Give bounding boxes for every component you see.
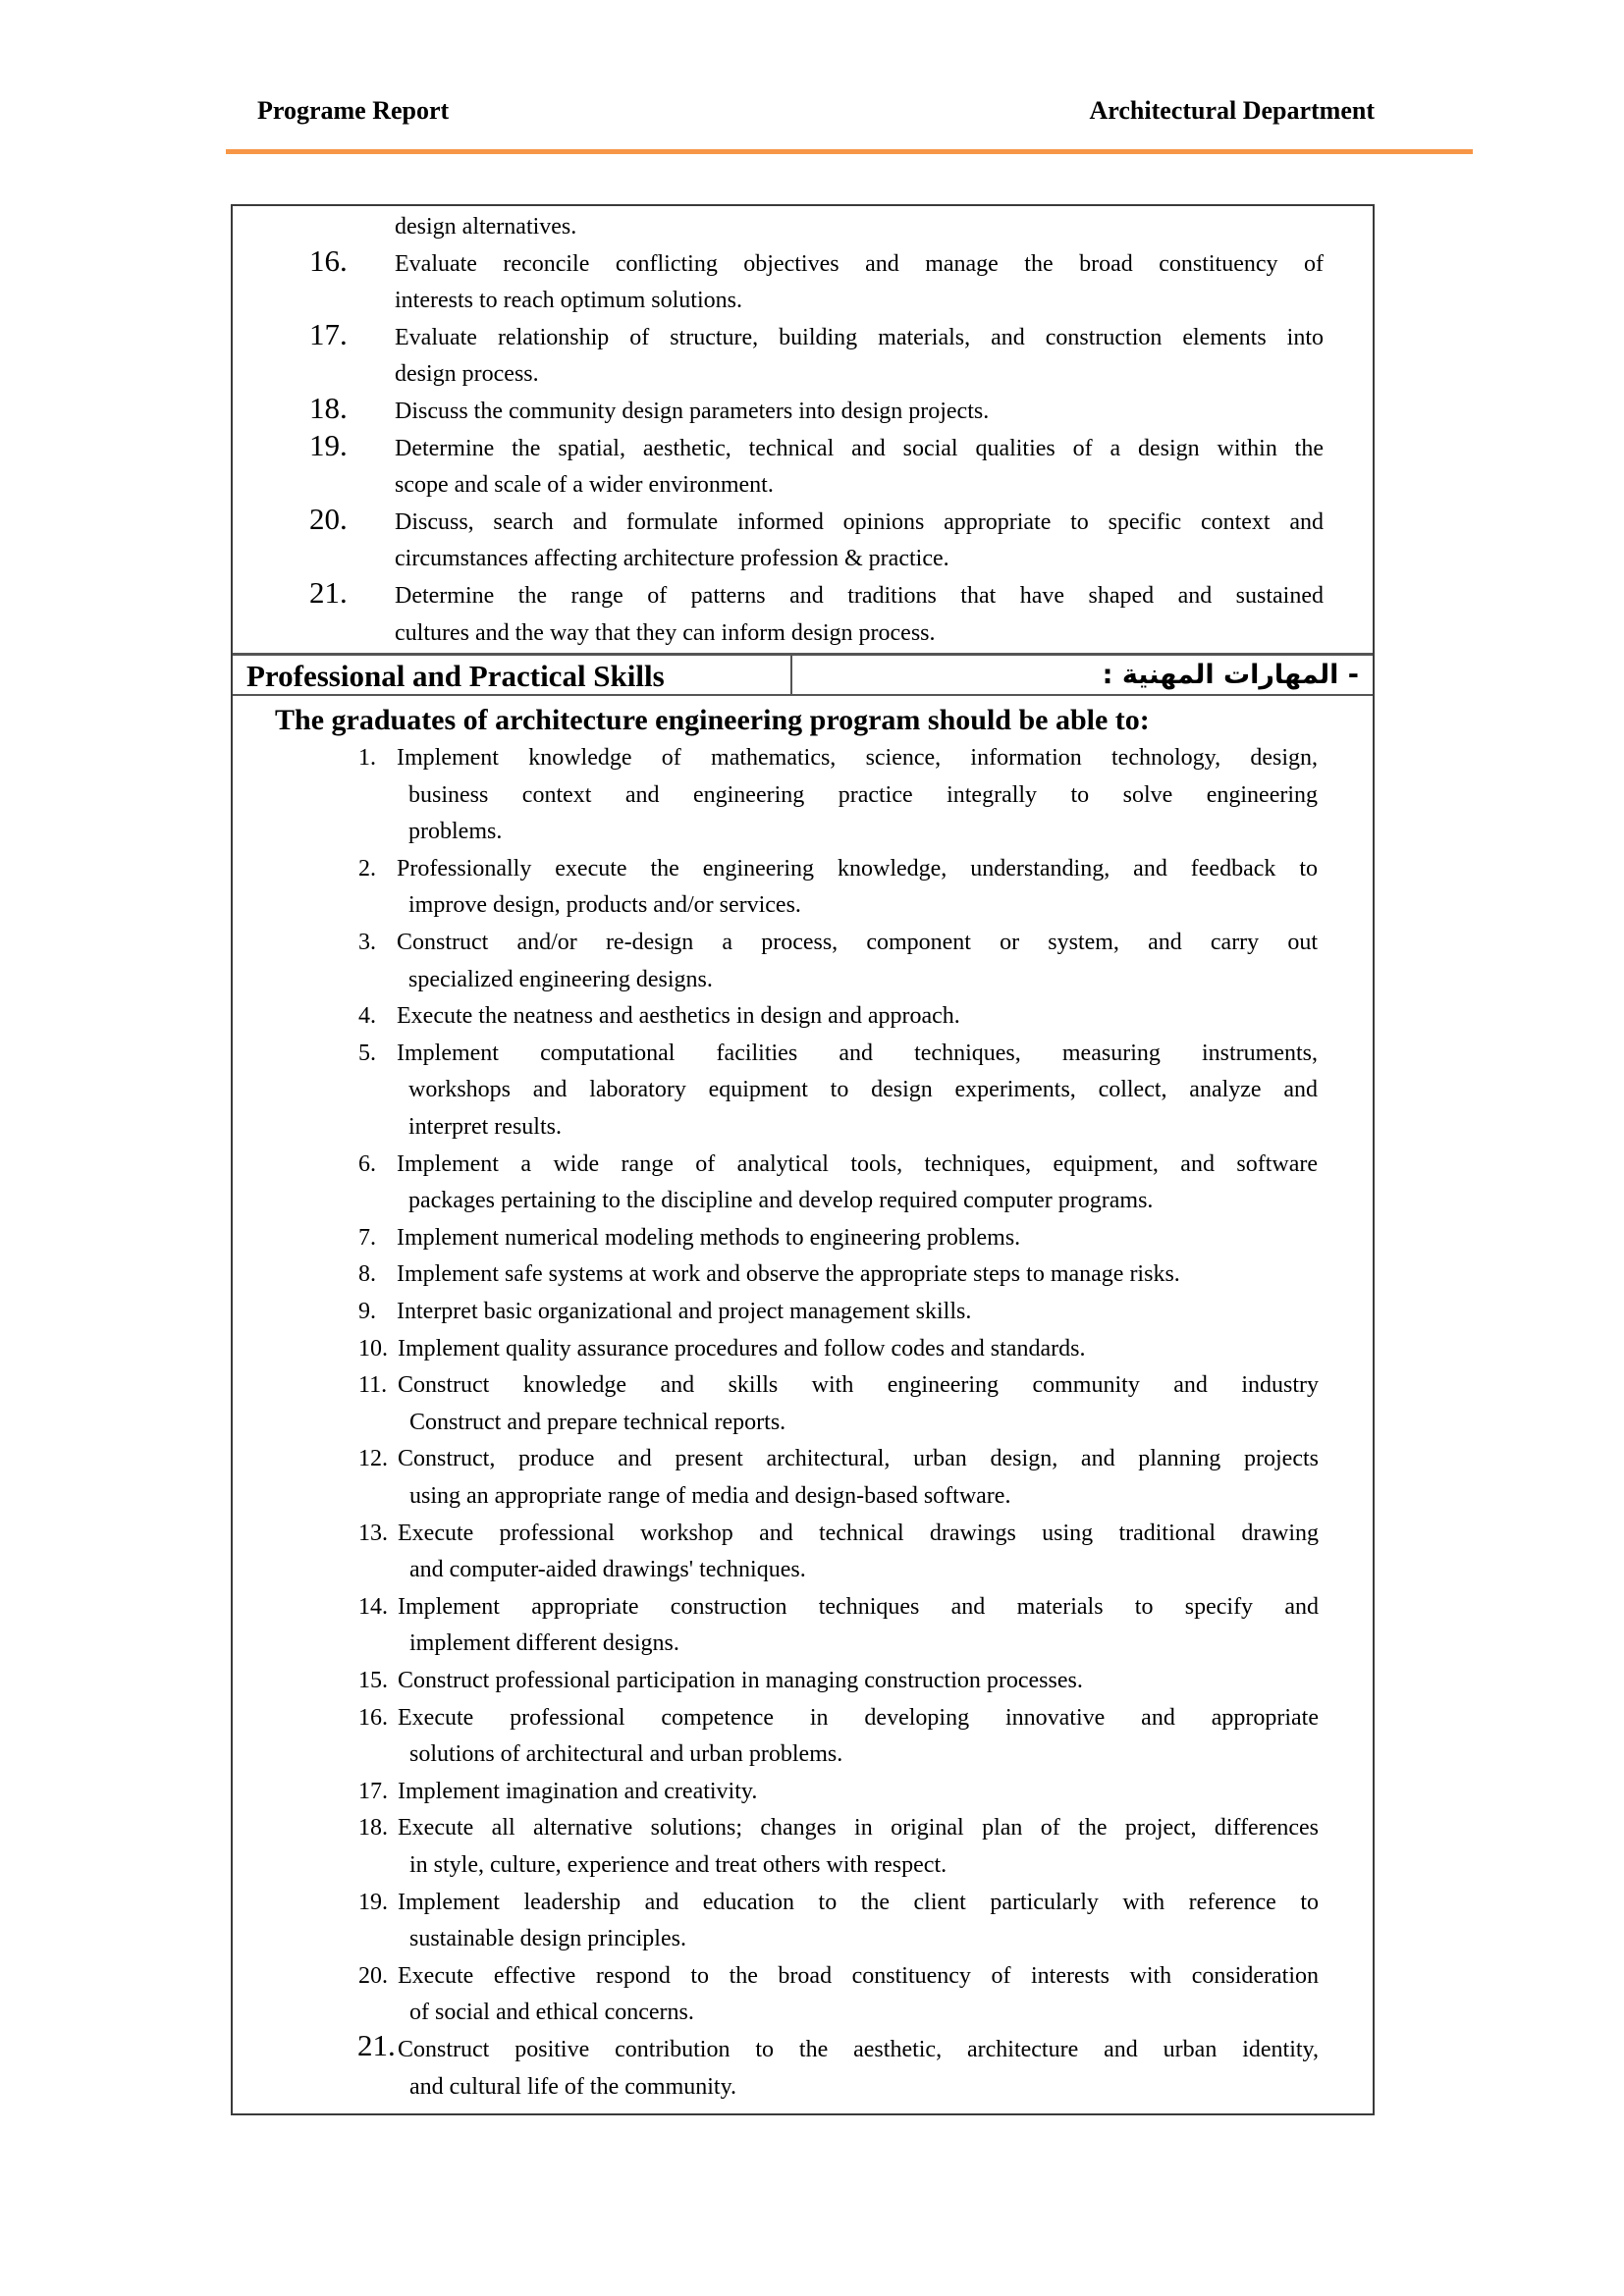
item-text-line: Implement safe systems at work and observe the appropriate steps to manage risks.	[397, 1261, 1180, 1288]
item-text-line: interpret results.	[408, 1113, 562, 1140]
item-text	[395, 578, 1324, 652]
item-number: 12.	[358, 1446, 388, 1472]
item-text	[398, 1958, 1319, 2032]
item-text	[398, 1885, 1319, 1958]
item-text-line: Implement knowledge of mathematics, science, information technology, design,	[397, 745, 1318, 771]
item-text-line: Implement appropriate construction techniques and materials to specify and	[398, 1593, 1319, 1620]
item-number: 15.	[358, 1668, 388, 1693]
item-text	[395, 431, 1324, 505]
item-number: 21.	[309, 575, 348, 610]
item-text	[398, 1700, 1319, 1774]
item-text-line: of social and ethical concerns.	[409, 2000, 694, 2026]
item-text-line: Determine the range of patterns and traditions that have shaped and sustained	[395, 583, 1324, 609]
item-text	[398, 1663, 1319, 1700]
item-text	[397, 740, 1318, 851]
item-text-line: using an appropriate range of media and design-based software.	[409, 1482, 1011, 1509]
item-text-line: problems.	[408, 819, 503, 845]
item-text	[397, 1294, 1318, 1331]
item-text-line: Construct knowledge and skills with engineering community and industry	[398, 1372, 1319, 1399]
item-number: 20.	[358, 1962, 388, 1989]
item-text-line: Determine the spatial, aesthetic, technical and social qualities of a design within the	[395, 435, 1324, 461]
item-text-line: Discuss, search and formulate informed opinions appropriate to specific context and	[395, 508, 1324, 535]
item-text-line: Implement numerical modeling methods to engineering problems.	[397, 1224, 1021, 1251]
item-text	[397, 1147, 1318, 1220]
item-number: 1.	[358, 745, 376, 771]
department-title: Architectural Department	[1089, 96, 1375, 125]
section-heading-cell-en	[233, 656, 792, 694]
item-text-line: Construct and/or re-design a process, component or system, and carry out	[397, 930, 1318, 955]
item-text	[395, 246, 1324, 320]
item-text	[395, 320, 1324, 394]
item-text	[398, 1441, 1319, 1515]
item-number: 5.	[358, 1040, 376, 1066]
item-number: 4.	[358, 1003, 376, 1030]
item-text	[397, 1256, 1318, 1294]
section-heading-en: Professional and Practical Skills	[246, 659, 665, 693]
item-text-line: Implement imagination and creativity.	[398, 1778, 758, 1804]
item-text-line: Construct professional participation in managing construction processes.	[398, 1668, 1083, 1693]
item-number: 10.	[358, 1335, 388, 1362]
item-text	[397, 851, 1318, 925]
item-number: 9.	[358, 1299, 376, 1324]
item-number: 13.	[358, 1520, 388, 1546]
item-text-line: design process.	[395, 361, 539, 388]
item-text	[395, 394, 1324, 431]
section-heading-ar: - المهارات المهنية :	[1102, 660, 1359, 690]
item-text-line: Implement computational facilities and techniques, measuring instruments,	[397, 1040, 1318, 1066]
item-number: 18.	[309, 391, 348, 425]
item-number: 14.	[358, 1593, 388, 1620]
item-text-line: Interpret basic organizational and project management skills.	[397, 1299, 972, 1324]
item-text-line: Discuss the community design parameters into design projects.	[395, 399, 990, 424]
item-number: 17.	[358, 1778, 388, 1804]
item-text-line: and computer-aided drawings' techniques.	[409, 1557, 806, 1583]
item-text	[398, 1367, 1319, 1441]
item-text-line: Implement leadership and education to the client particularly with reference to	[398, 1889, 1319, 1915]
item-number: 19.	[358, 1889, 388, 1915]
item-number: 3.	[358, 930, 376, 955]
lead-line-text: design alternatives.	[395, 214, 577, 240]
item-text	[398, 1516, 1319, 1589]
item-text-line: Execute the neatness and aesthetics in design and approach.	[397, 1003, 960, 1030]
item-text	[398, 1589, 1319, 1663]
item-text-line: Execute effective respond to the broad constituency of interests with consideration	[398, 1962, 1319, 1989]
item-text	[398, 2032, 1319, 2106]
item-text-line: Execute professional workshop and technical drawings using traditional drawing	[398, 1520, 1319, 1546]
item-text	[398, 1774, 1319, 1811]
outcomes-table	[231, 204, 1375, 2115]
item-text-line: Evaluate relationship of structure, building materials, and construction elements into	[395, 324, 1324, 350]
item-number: 18.	[358, 1815, 388, 1842]
item-number: 7.	[358, 1224, 376, 1251]
item-text-line: business context and engineering practice integrally to solve engineering	[408, 781, 1318, 808]
report-title: Programe Report	[257, 96, 450, 125]
item-text	[398, 1810, 1319, 1884]
item-text	[397, 1036, 1318, 1147]
item-text-line: circumstances affecting architecture profession & practice.	[395, 546, 949, 572]
item-text-line: Construct and prepare technical reports.	[409, 1409, 786, 1435]
item-text-line: in style, culture, experience and treat others with respect.	[409, 1851, 947, 1878]
item-number: 16.	[358, 1704, 388, 1731]
item-text-line: Professionally execute the engineering knowledge, understanding, and feedback to	[397, 855, 1318, 881]
item-number: 17.	[309, 316, 348, 351]
item-text-line: interests to reach optimum solutions.	[395, 288, 742, 314]
page-header	[0, 0, 1624, 157]
item-number: 11.	[358, 1372, 388, 1399]
item-text-line: Implement quality assurance procedures and follow codes and standards.	[398, 1335, 1086, 1362]
section-intro: The graduates of architecture engineering program should be able to:	[275, 704, 1150, 736]
item-text-line: and cultural life of the community.	[409, 2073, 737, 2100]
item-text-line: Implement a wide range of analytical tools, techniques, equipment, and software	[397, 1150, 1318, 1177]
item-number: 20.	[309, 501, 348, 536]
item-number: 21.	[357, 2028, 396, 2062]
item-number: 6.	[358, 1150, 376, 1177]
header-divider	[226, 149, 1473, 154]
section-header-row	[233, 653, 1373, 696]
item-text	[397, 1220, 1318, 1257]
item-number: 19.	[309, 427, 348, 462]
section-heading-cell-ar	[792, 656, 1373, 694]
item-text-line: improve design, products and/or services.	[408, 892, 801, 919]
item-number: 2.	[358, 855, 376, 881]
item-text-line: Evaluate reconcile conflicting objectives and manage the broad constituency of	[395, 250, 1324, 277]
item-number: 16.	[309, 242, 348, 278]
item-text-line: workshops and laboratory equipment to design experiments, collect, analyze and	[408, 1077, 1318, 1103]
item-text-line: solutions of architectural and urban problems.	[409, 1741, 843, 1768]
item-number: 8.	[358, 1261, 376, 1288]
item-text	[397, 998, 1318, 1036]
item-text	[395, 505, 1324, 578]
item-text-line: packages pertaining to the discipline and develop required computer programs.	[408, 1188, 1154, 1214]
item-text-line: Execute professional competence in developing innovative and appropriate	[398, 1704, 1319, 1731]
item-text-line: scope and scale of a wider environment.	[395, 472, 774, 499]
intellectual-skills-continuation	[233, 206, 1373, 653]
item-text-line: specialized engineering designs.	[408, 966, 713, 992]
item-text	[397, 925, 1318, 998]
item-text-line: implement different designs.	[409, 1630, 679, 1657]
item-text-line: Construct positive contribution to the aesthetic, architecture and urban identity,	[398, 2037, 1319, 2062]
item-text-line: Construct, produce and present architectural, urban design, and planning projects	[398, 1446, 1319, 1472]
item-text-line: Execute all alternative solutions; changes in original plan of the project, differences	[398, 1815, 1319, 1842]
item-text-line: sustainable design principles.	[409, 1926, 686, 1952]
item-text	[398, 1331, 1319, 1368]
item-text-line: cultures and the way that they can inform design process.	[395, 619, 936, 646]
